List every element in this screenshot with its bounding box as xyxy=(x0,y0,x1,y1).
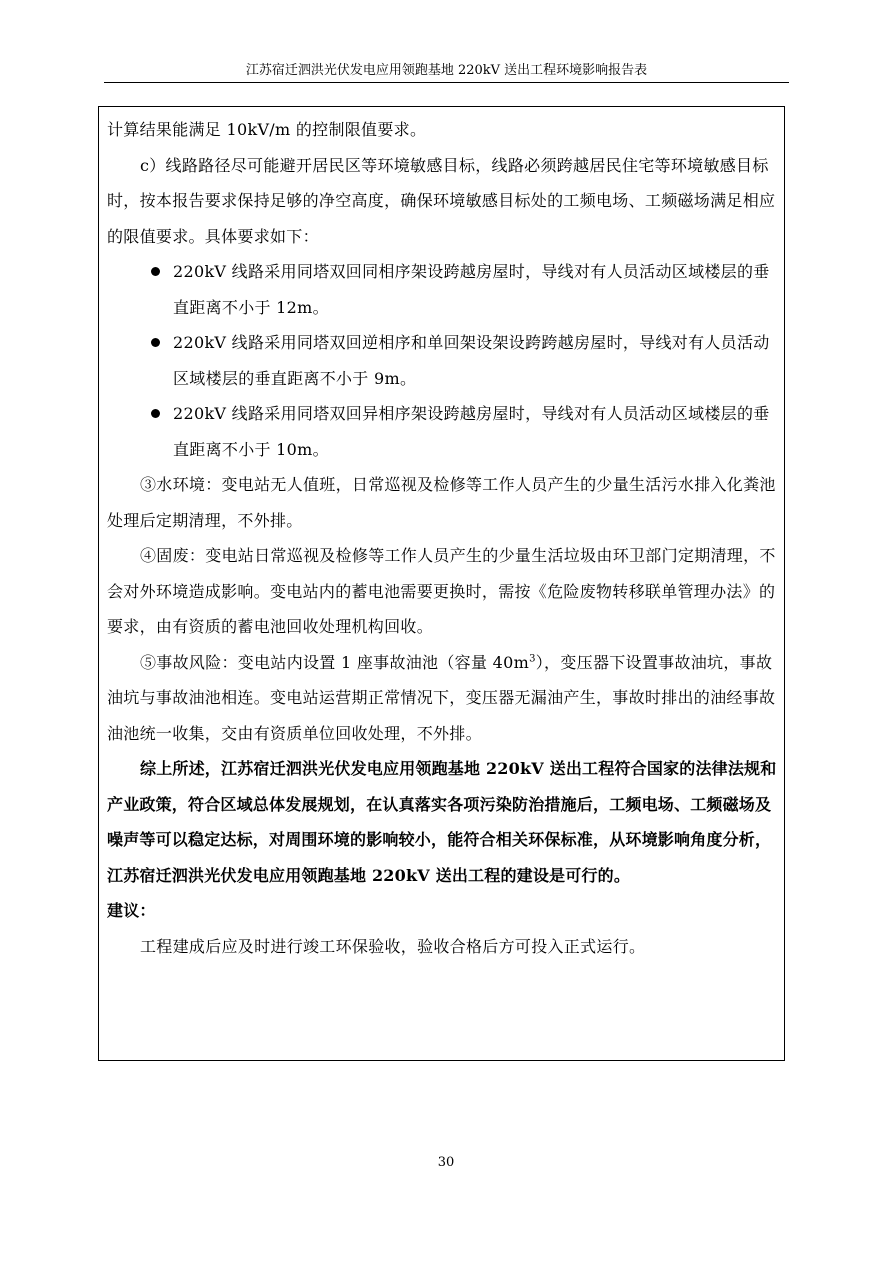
page-number: 30 xyxy=(437,1155,455,1170)
paragraph-accident-risk xyxy=(107,645,779,752)
paragraph-route: c）线路路径尽可能避开居民区等环境敏感目标，线路必须跨越居民住宅等环境敏感目标时，按本报告要求保持足够的净空高度，确保环境敏感目标处的工频电场、工频磁场满足相应的限值要求。具体要求如下： xyxy=(107,155,776,246)
list-item xyxy=(107,325,779,396)
content-text xyxy=(107,112,779,964)
bullet-icon xyxy=(151,267,160,276)
paragraph-suggestion: 工程建成后应及时进行竣工环保验收，验收合格后方可投入正式运行。 xyxy=(140,936,646,956)
bullet-icon xyxy=(151,409,160,418)
risk-text-a: ⑤事故风险：变电站内设置 1 座事故油池（容量 40m xyxy=(140,652,530,672)
list-item xyxy=(107,254,779,325)
list-item-text: 220kV 线路采用同塔双回逆相序和单回架设架设跨跨越房屋时，导线对有人员活动区域楼层的垂直距离不小于 9m。 xyxy=(173,333,770,388)
risk-text-b: ），变压器下设置事故油坑，事故油坑与事故油池相连。变电站运营期正常情况下，变压器无漏油产生，事故时排出的油经事故油池统一收集，交由有资质单位回收处理，不外排。 xyxy=(107,652,776,743)
paragraph-calculation: 计算结果能满足 10kV/m 的控制限值要求。 xyxy=(107,120,427,139)
superscript-3: 3 xyxy=(529,653,536,665)
paragraph-water: ③水环境：变电站无人值班，日常巡视及检修等工作人员产生的少量生活污水排入化粪池处理后定期清理，不外排。 xyxy=(107,475,776,530)
document-header: 江苏宿迁泗洪光伏发电应用领跑基地 220kV 送出工程环境影响报告表 xyxy=(104,62,789,83)
paragraph-solid-waste: ④固废：变电站日常巡视及检修等工作人员产生的少量生活垃圾由环卫部门定期清理，不会对外环境造成影响。变电站内的蓄电池需要更换时，需按《危险废物转移联单管理办法》的要求，由有资质的蓄电池回收处理机构回收。 xyxy=(107,546,776,636)
list-item-text: 220kV 线路采用同塔双回异相序架设跨越房屋时，导线对有人员活动区域楼层的垂直距离不小于 10m。 xyxy=(173,404,770,459)
content-box xyxy=(98,106,785,1061)
suggestion-label: 建议： xyxy=(107,901,156,920)
bullet-icon xyxy=(151,338,160,347)
list-item-text: 220kV 线路采用同塔双回同相序架设跨越房屋时，导线对有人员活动区域楼层的垂直距离不小于 12m。 xyxy=(173,262,770,317)
list-item xyxy=(107,396,779,467)
paragraph-conclusion: 综上所述，江苏宿迁泗洪光伏发电应用领跑基地 220kV 送出工程符合国家的法律法规和产业政策，符合区域总体发展规划，在认真落实各项污染防治措施后，工频电场、工频磁场及噪声等可以稳定达标，对周围环境的影响较小，能符合相关环保标准，从环境影响角度分析，江苏宿迁泗洪光伏发电应用领跑基地 220kV 送出工程的建设是可行的。 xyxy=(107,759,777,885)
